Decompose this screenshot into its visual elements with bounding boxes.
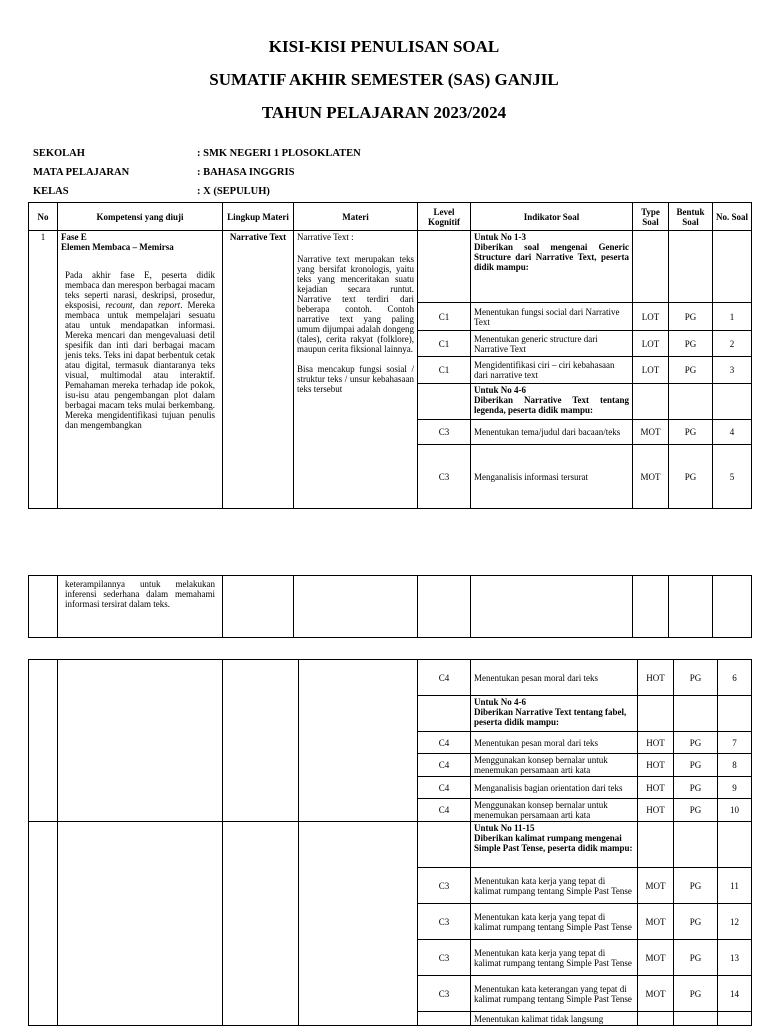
- nomor-soal: [718, 1012, 752, 1026]
- indikator-soal: Menganalisis informasi tersurat: [471, 445, 633, 509]
- nomor-soal: 12: [718, 904, 752, 940]
- level-kognitif: C3: [418, 868, 471, 904]
- header-materi: Materi: [294, 203, 418, 231]
- bentuk-soal: PG: [669, 331, 713, 357]
- school-label: SEKOLAH: [33, 148, 85, 159]
- header-level: Level Kognitif: [418, 203, 471, 231]
- kompetensi-text: Pada akhir fase E, peserta didik membaca dan merespon berbagai macam teks seperti narasi, deskripsi, prosedur, eksposisi, recount, dan report. Mereka membaca untuk mempelajari sesuatu atau untuk mendapatkan informasi. Mereka mencari dan mengevaluasi detil spesifik dan inti dari berbagai macam jenis teks. Teks ini dapat berbentuk cetak atau digital, termasuk diantaranya teks visual, multimodal atau interaktif. Pemahaman mereka terhadap ide pokok, isu-isu atau pengembangan plot dalam berbagai macam teks mulai berkembang. Mereka mengidentifikasi tujuan penulis dan mengembangkan: [65, 270, 216, 430]
- materi-note: Bisa mencakup fungsi sosial / struktur teks / unsur kebahasaan teks tersebut: [297, 364, 414, 394]
- header-indikator: Indikator Soal: [471, 203, 633, 231]
- subject-label: MATA PELAJARAN: [33, 167, 130, 178]
- type-soal: LOT: [633, 303, 669, 331]
- lingkup-cell: Narrative Text: [223, 231, 294, 509]
- nomor-soal: 13: [718, 940, 752, 976]
- class-value: : X (SEPULUH): [197, 186, 270, 197]
- section-header: Untuk No 1-3 Diberikan soal mengenai Generic Structure dari Narrative Text, peserta didik mampu:: [471, 231, 633, 303]
- materi-desc: Narrative text merupakan teks yang bersifat kronologis, yaitu teks yang menceritakan suatu kejadian secara runtut. Narrative text terdiri dari beberapa contoh. Contoh narrative text yang paling umum dijumpai adalah dongeng (tales), cerita rakyat (folklore), maupun cerita fiksional lainnya.: [297, 254, 414, 354]
- nomor-soal: 2: [713, 331, 752, 357]
- type-soal: HOT: [638, 799, 674, 822]
- type-soal: MOT: [633, 420, 669, 445]
- level-kognitif: C4: [418, 660, 471, 696]
- table-row: [29, 660, 752, 696]
- header-no-soal: No. Soal: [713, 203, 752, 231]
- bentuk-soal: PG: [674, 777, 718, 799]
- nomor-soal: 1: [713, 303, 752, 331]
- level-kognitif: C3: [418, 976, 471, 1012]
- level-kognitif: [418, 1012, 471, 1026]
- section-header-row: [29, 822, 752, 868]
- school-info: [33, 144, 361, 201]
- type-soal: [638, 1012, 674, 1026]
- bentuk-soal: PG: [674, 799, 718, 822]
- header-kompetensi: Kompetensi yang diuji: [58, 203, 223, 231]
- class-label: KELAS: [33, 186, 69, 197]
- bentuk-soal: PG: [674, 754, 718, 777]
- indikator-soal: Menentukan tema/judul dari bacaan/teks: [471, 420, 633, 445]
- type-soal: HOT: [638, 777, 674, 799]
- bentuk-soal: [674, 1012, 718, 1026]
- level-kognitif: C1: [418, 357, 471, 384]
- bentuk-soal: PG: [669, 357, 713, 384]
- header-lingkup: Lingkup Materi: [223, 203, 294, 231]
- nomor-soal: 3: [713, 357, 752, 384]
- title-line-3: TAHUN PELAJARAN 2023/2024: [261, 103, 507, 122]
- title-line-2: SUMATIF AKHIR SEMESTER (SAS) GANJIL: [209, 70, 559, 89]
- level-kognitif: C4: [418, 754, 471, 777]
- indikator-soal: Menentukan kata kerja yang tepat di kalimat rumpang tentang Simple Past Tense: [471, 868, 638, 904]
- level-kognitif: C4: [418, 732, 471, 754]
- level-kognitif: C4: [418, 799, 471, 822]
- bentuk-soal: PG: [669, 445, 713, 509]
- nomor-soal: 7: [718, 732, 752, 754]
- nomor-soal: 11: [718, 868, 752, 904]
- materi-cell: [294, 231, 418, 509]
- type-soal: HOT: [638, 660, 674, 696]
- bentuk-soal: PG: [669, 303, 713, 331]
- table-row: [29, 576, 752, 638]
- grid-table-page-2: [28, 659, 752, 1026]
- indikator-soal: Menentukan kata keterangan yang tepat di kalimat rumpang tentang Simple Past Tense: [471, 976, 638, 1012]
- section-header: Untuk No 4-6 Diberikan Narrative Text tentang fabel, peserta didik mampu:: [471, 696, 638, 732]
- type-soal: MOT: [638, 940, 674, 976]
- indikator-soal: Menggunakan konsep bernalar untuk menemukan persamaan arti kata: [471, 754, 638, 777]
- bentuk-soal: PG: [674, 732, 718, 754]
- type-soal: LOT: [633, 357, 669, 384]
- elemen-label: Elemen Membaca – Memirsa: [61, 242, 174, 252]
- bentuk-soal: PG: [674, 660, 718, 696]
- fase-label: Fase E: [61, 232, 87, 242]
- level-kognitif: C3: [418, 445, 471, 509]
- bentuk-soal: PG: [674, 868, 718, 904]
- level-kognitif: C3: [418, 940, 471, 976]
- header-no: No: [29, 203, 58, 231]
- school-value: : SMK NEGERI 1 PLOSOKLATEN: [197, 148, 361, 159]
- kompetensi-continuation: keterampilannya untuk melakukan inferensi sederhana dalam memahami informasi tersirat dalam teks.: [58, 576, 223, 638]
- section-header: Untuk No 4-6 Diberikan Narrative Text tentang legenda, peserta didik mampu:: [471, 384, 633, 420]
- indikator-soal: Menentukan pesan moral dari teks: [471, 732, 638, 754]
- kompetensi-cell: [58, 231, 223, 509]
- header-bentuk: Bentuk Soal: [669, 203, 713, 231]
- grid-table-continuation: [28, 575, 752, 638]
- section-header: Untuk No 11-15 Diberikan kalimat rumpang mengenai Simple Past Tense, peserta didik mampu:: [471, 822, 638, 868]
- section-header-row: [29, 231, 752, 303]
- level-kognitif: C3: [418, 904, 471, 940]
- nomor-soal: 4: [713, 420, 752, 445]
- nomor-soal: 6: [718, 660, 752, 696]
- indikator-soal: Menentukan kata kerja yang tepat di kalimat rumpang tentang Simple Past Tense: [471, 940, 638, 976]
- type-soal: MOT: [638, 904, 674, 940]
- indikator-soal: Menggunakan konsep bernalar untuk menemukan persamaan arti kata: [471, 799, 638, 822]
- nomor-soal: 10: [718, 799, 752, 822]
- type-soal: MOT: [638, 868, 674, 904]
- row-number: 1: [29, 231, 58, 509]
- indikator-soal: Menentukan kata kerja yang tepat di kalimat rumpang tentang Simple Past Tense: [471, 904, 638, 940]
- indikator-soal: Menganalisis bagian orientation dari teks: [471, 777, 638, 799]
- level-kognitif: C1: [418, 303, 471, 331]
- nomor-soal: 5: [713, 445, 752, 509]
- document-title: [0, 30, 768, 129]
- level-kognitif: C3: [418, 420, 471, 445]
- bentuk-soal: PG: [669, 420, 713, 445]
- type-soal: LOT: [633, 331, 669, 357]
- bentuk-soal: PG: [674, 904, 718, 940]
- bentuk-soal: PG: [674, 976, 718, 1012]
- subject-value: : BAHASA INGGRIS: [197, 167, 295, 178]
- indikator-soal: Menentukan pesan moral dari teks: [471, 660, 638, 696]
- header-type: Type Soal: [633, 203, 669, 231]
- level-kognitif: C4: [418, 777, 471, 799]
- type-soal: MOT: [633, 445, 669, 509]
- materi-title: Narrative Text :: [297, 232, 354, 242]
- type-soal: HOT: [638, 754, 674, 777]
- indikator-soal: Menentukan kalimat tidak langsung: [471, 1012, 638, 1026]
- level-kognitif: C1: [418, 331, 471, 357]
- nomor-soal: 8: [718, 754, 752, 777]
- type-soal: HOT: [638, 732, 674, 754]
- bentuk-soal: PG: [674, 940, 718, 976]
- indikator-soal: Mengidentifikasi ciri – ciri kebahasaan dari narrative text: [471, 357, 633, 384]
- indikator-soal: Menentukan fungsi social dari Narrative Text: [471, 303, 633, 331]
- indikator-soal: Menentukan generic structure dari Narrative Text: [471, 331, 633, 357]
- title-line-1: KISI-KISI PENULISAN SOAL: [268, 37, 500, 56]
- nomor-soal: 9: [718, 777, 752, 799]
- type-soal: MOT: [638, 976, 674, 1012]
- nomor-soal: 14: [718, 976, 752, 1012]
- grid-table-page-1: [28, 202, 752, 509]
